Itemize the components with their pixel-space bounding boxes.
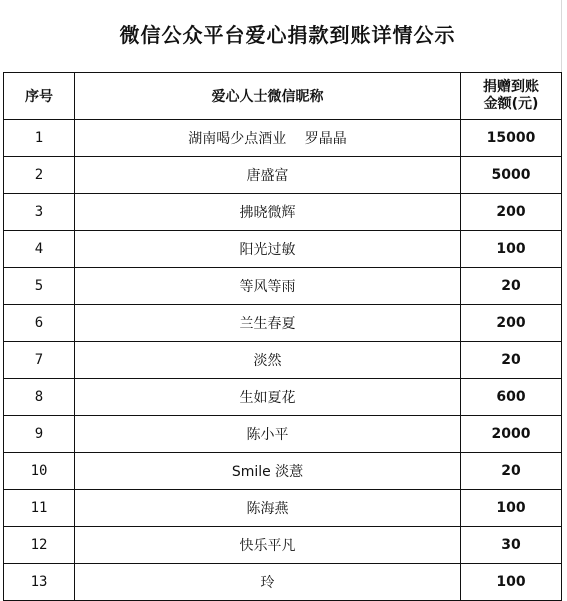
cell-index[interactable]: 12 xyxy=(4,527,75,564)
table-row xyxy=(4,194,562,231)
cell-name[interactable]: 湖南喝少点酒业 罗晶晶 xyxy=(75,120,461,157)
title-row xyxy=(0,0,567,72)
cell-index[interactable]: 11 xyxy=(4,490,75,527)
cell-amount[interactable]: 200 xyxy=(461,305,562,342)
table-row xyxy=(4,305,562,342)
cell-amount[interactable]: 2000 xyxy=(461,416,562,453)
cell-name[interactable]: 生如夏花 xyxy=(75,379,461,416)
cell-index[interactable]: 10 xyxy=(4,453,75,490)
cell-index[interactable]: 13 xyxy=(4,564,75,601)
cell-name[interactable]: 淡然 xyxy=(75,342,461,379)
header-name[interactable]: 爱心人士微信昵称 xyxy=(75,73,461,120)
cell-amount[interactable]: 100 xyxy=(461,564,562,601)
cell-amount[interactable]: 20 xyxy=(461,342,562,379)
cell-amount[interactable]: 15000 xyxy=(461,120,562,157)
cell-index[interactable]: 7 xyxy=(4,342,75,379)
cell-name[interactable]: 陈海燕 xyxy=(75,490,461,527)
cell-name[interactable]: 唐盛富 xyxy=(75,157,461,194)
table-row xyxy=(4,342,562,379)
cell-amount[interactable]: 600 xyxy=(461,379,562,416)
table-row xyxy=(4,527,562,564)
table-row xyxy=(4,379,562,416)
header-amount[interactable] xyxy=(461,73,562,120)
table-row xyxy=(4,416,562,453)
cell-name[interactable]: 快乐平凡 xyxy=(75,527,461,564)
cell-index[interactable]: 6 xyxy=(4,305,75,342)
cell-name[interactable]: 玲 xyxy=(75,564,461,601)
header-index[interactable]: 序号 xyxy=(4,73,75,120)
cell-amount[interactable]: 30 xyxy=(461,527,562,564)
cell-amount[interactable]: 5000 xyxy=(461,157,562,194)
cell-amount[interactable]: 100 xyxy=(461,490,562,527)
cell-index[interactable]: 9 xyxy=(4,416,75,453)
cell-amount[interactable]: 20 xyxy=(461,268,562,305)
page-title: 微信公众平台爱心捐款到账详情公示 xyxy=(119,22,456,47)
cell-name[interactable]: 陈小平 xyxy=(75,416,461,453)
header-amount-line1: 捐赠到账 xyxy=(483,79,539,95)
table-row xyxy=(4,490,562,527)
cell-amount[interactable]: 200 xyxy=(461,194,562,231)
cell-name[interactable]: 拂晓微辉 xyxy=(75,194,461,231)
table-row xyxy=(4,268,562,305)
cell-index[interactable]: 4 xyxy=(4,231,75,268)
cell-index[interactable]: 1 xyxy=(4,120,75,157)
table-row xyxy=(4,453,562,490)
cell-amount[interactable]: 100 xyxy=(461,231,562,268)
cell-name[interactable]: Smile 淡薏 xyxy=(75,453,461,490)
table-row xyxy=(4,157,562,194)
table-header-row xyxy=(4,73,562,120)
cell-index[interactable]: 5 xyxy=(4,268,75,305)
table-row xyxy=(4,120,562,157)
cell-index[interactable]: 3 xyxy=(4,194,75,231)
cell-name[interactable]: 等风等雨 xyxy=(75,268,461,305)
cell-name[interactable]: 兰生春夏 xyxy=(75,305,461,342)
cell-index[interactable]: 2 xyxy=(4,157,75,194)
table-row xyxy=(4,564,562,601)
cell-index[interactable]: 8 xyxy=(4,379,75,416)
table-body xyxy=(4,120,562,601)
gridline xyxy=(561,0,562,72)
header-amount-line2: 金额(元) xyxy=(483,96,539,112)
donation-table xyxy=(3,72,562,601)
cell-amount[interactable]: 20 xyxy=(461,453,562,490)
cell-name[interactable]: 阳光过敏 xyxy=(75,231,461,268)
table-row xyxy=(4,231,562,268)
